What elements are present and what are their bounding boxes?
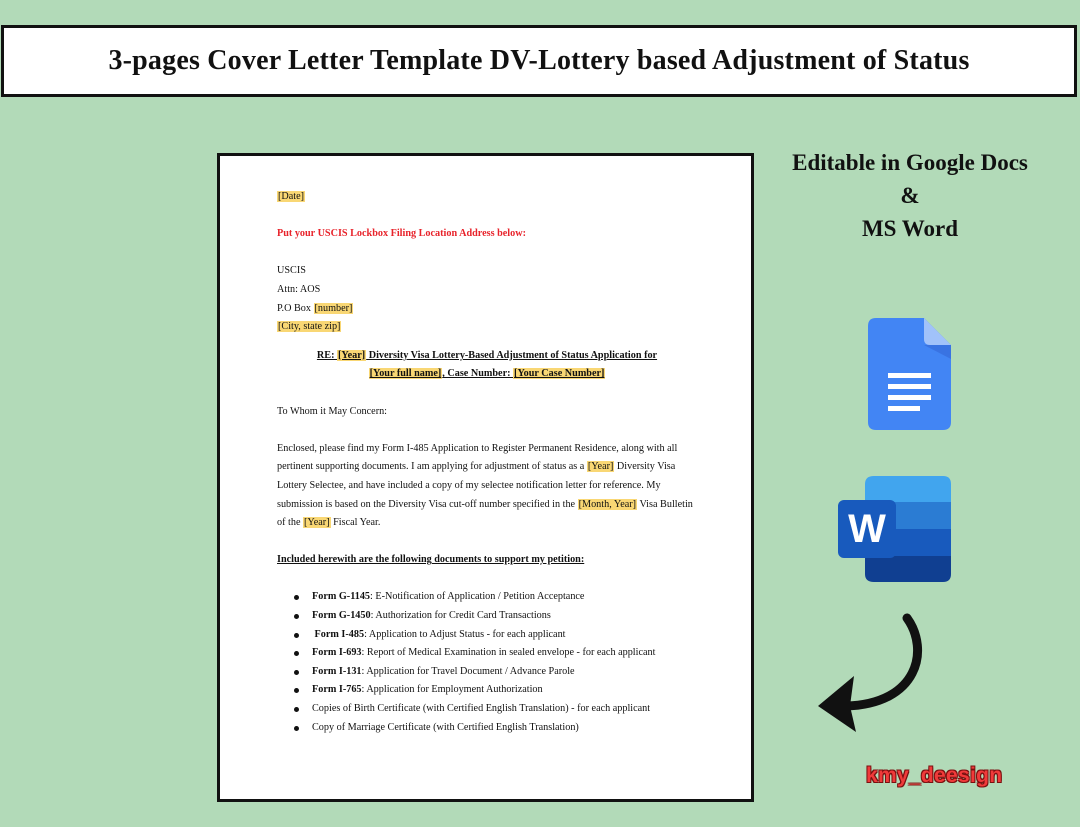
list-item: Copies of Birth Certificate (with Certified English Translation) - for each applicant xyxy=(292,700,751,719)
salutation: To Whom it May Concern: xyxy=(277,405,388,417)
re-line-2: [Your full name], Case Number: [Your Case Number] xyxy=(369,368,605,380)
address-line-3: P.O Box [number] xyxy=(277,302,353,314)
city-placeholder: [City, state zip] xyxy=(278,321,341,333)
letter-preview xyxy=(217,153,754,802)
address-line-2: Attn: AOS xyxy=(277,283,321,295)
list-item: Form G-1450: Authorization for Credit Card Transactions xyxy=(292,607,751,626)
caption-line-3: MS Word xyxy=(861,216,959,241)
brand-watermark: kmy_deesign xyxy=(866,764,1003,787)
list-item: Copy of Marriage Certificate (with Certified English Translation) xyxy=(292,719,751,738)
body-paragraph: Enclosed, please find my Form I-485 Application to Register Permanent Residence, along with all pertinent supporting documents. I am applying for adjustment of status as a [Year] Diversity Visa Lottery Selectee, and have included a copy of my selectee notification letter for reference. My submission is based on the Diversity Visa cut-off number specified in the [Month, Year] Visa Bulletin of the [Year] Fiscal Year. xyxy=(277,442,693,529)
list-item: Form I-485: Application to Adjust Status - for each applicant xyxy=(292,626,751,645)
list-item: Form G-1145: E-Notification of Application / Petition Acceptance xyxy=(292,588,751,607)
caption-line-2: & xyxy=(900,183,920,208)
title-banner xyxy=(1,25,1077,97)
documents-heading: Included herewith are the following documents to support my petition: xyxy=(277,554,585,566)
re-line-1: RE: [Year] Diversity Visa Lottery-Based Adjustment of Status Application for xyxy=(316,349,658,361)
address-line-1: USCIS xyxy=(277,265,306,277)
documents-list xyxy=(292,588,751,737)
banner-title: 3-pages Cover Letter Template DV-Lottery based Adjustment of Status xyxy=(108,45,970,76)
google-docs-icon xyxy=(868,318,951,430)
list-item: Form I-693: Report of Medical Examination in sealed envelope - for each applicant xyxy=(292,644,751,663)
caption-line-1: Editable in Google Docs xyxy=(792,150,1028,175)
editable-caption xyxy=(770,146,1050,245)
po-box-placeholder: [number] xyxy=(314,302,353,314)
list-item: Form I-765: Application for Employment Authorization xyxy=(292,681,751,700)
lockbox-note: Put your USCIS Lockbox Filing Location Address below: xyxy=(277,228,526,240)
curved-arrow-icon xyxy=(812,612,927,736)
list-item: Form I-131: Application for Travel Document / Advance Parole xyxy=(292,663,751,682)
date-placeholder: [Date] xyxy=(278,191,305,202)
ms-word-icon xyxy=(838,476,951,582)
svg-text:W: W xyxy=(848,507,886,551)
